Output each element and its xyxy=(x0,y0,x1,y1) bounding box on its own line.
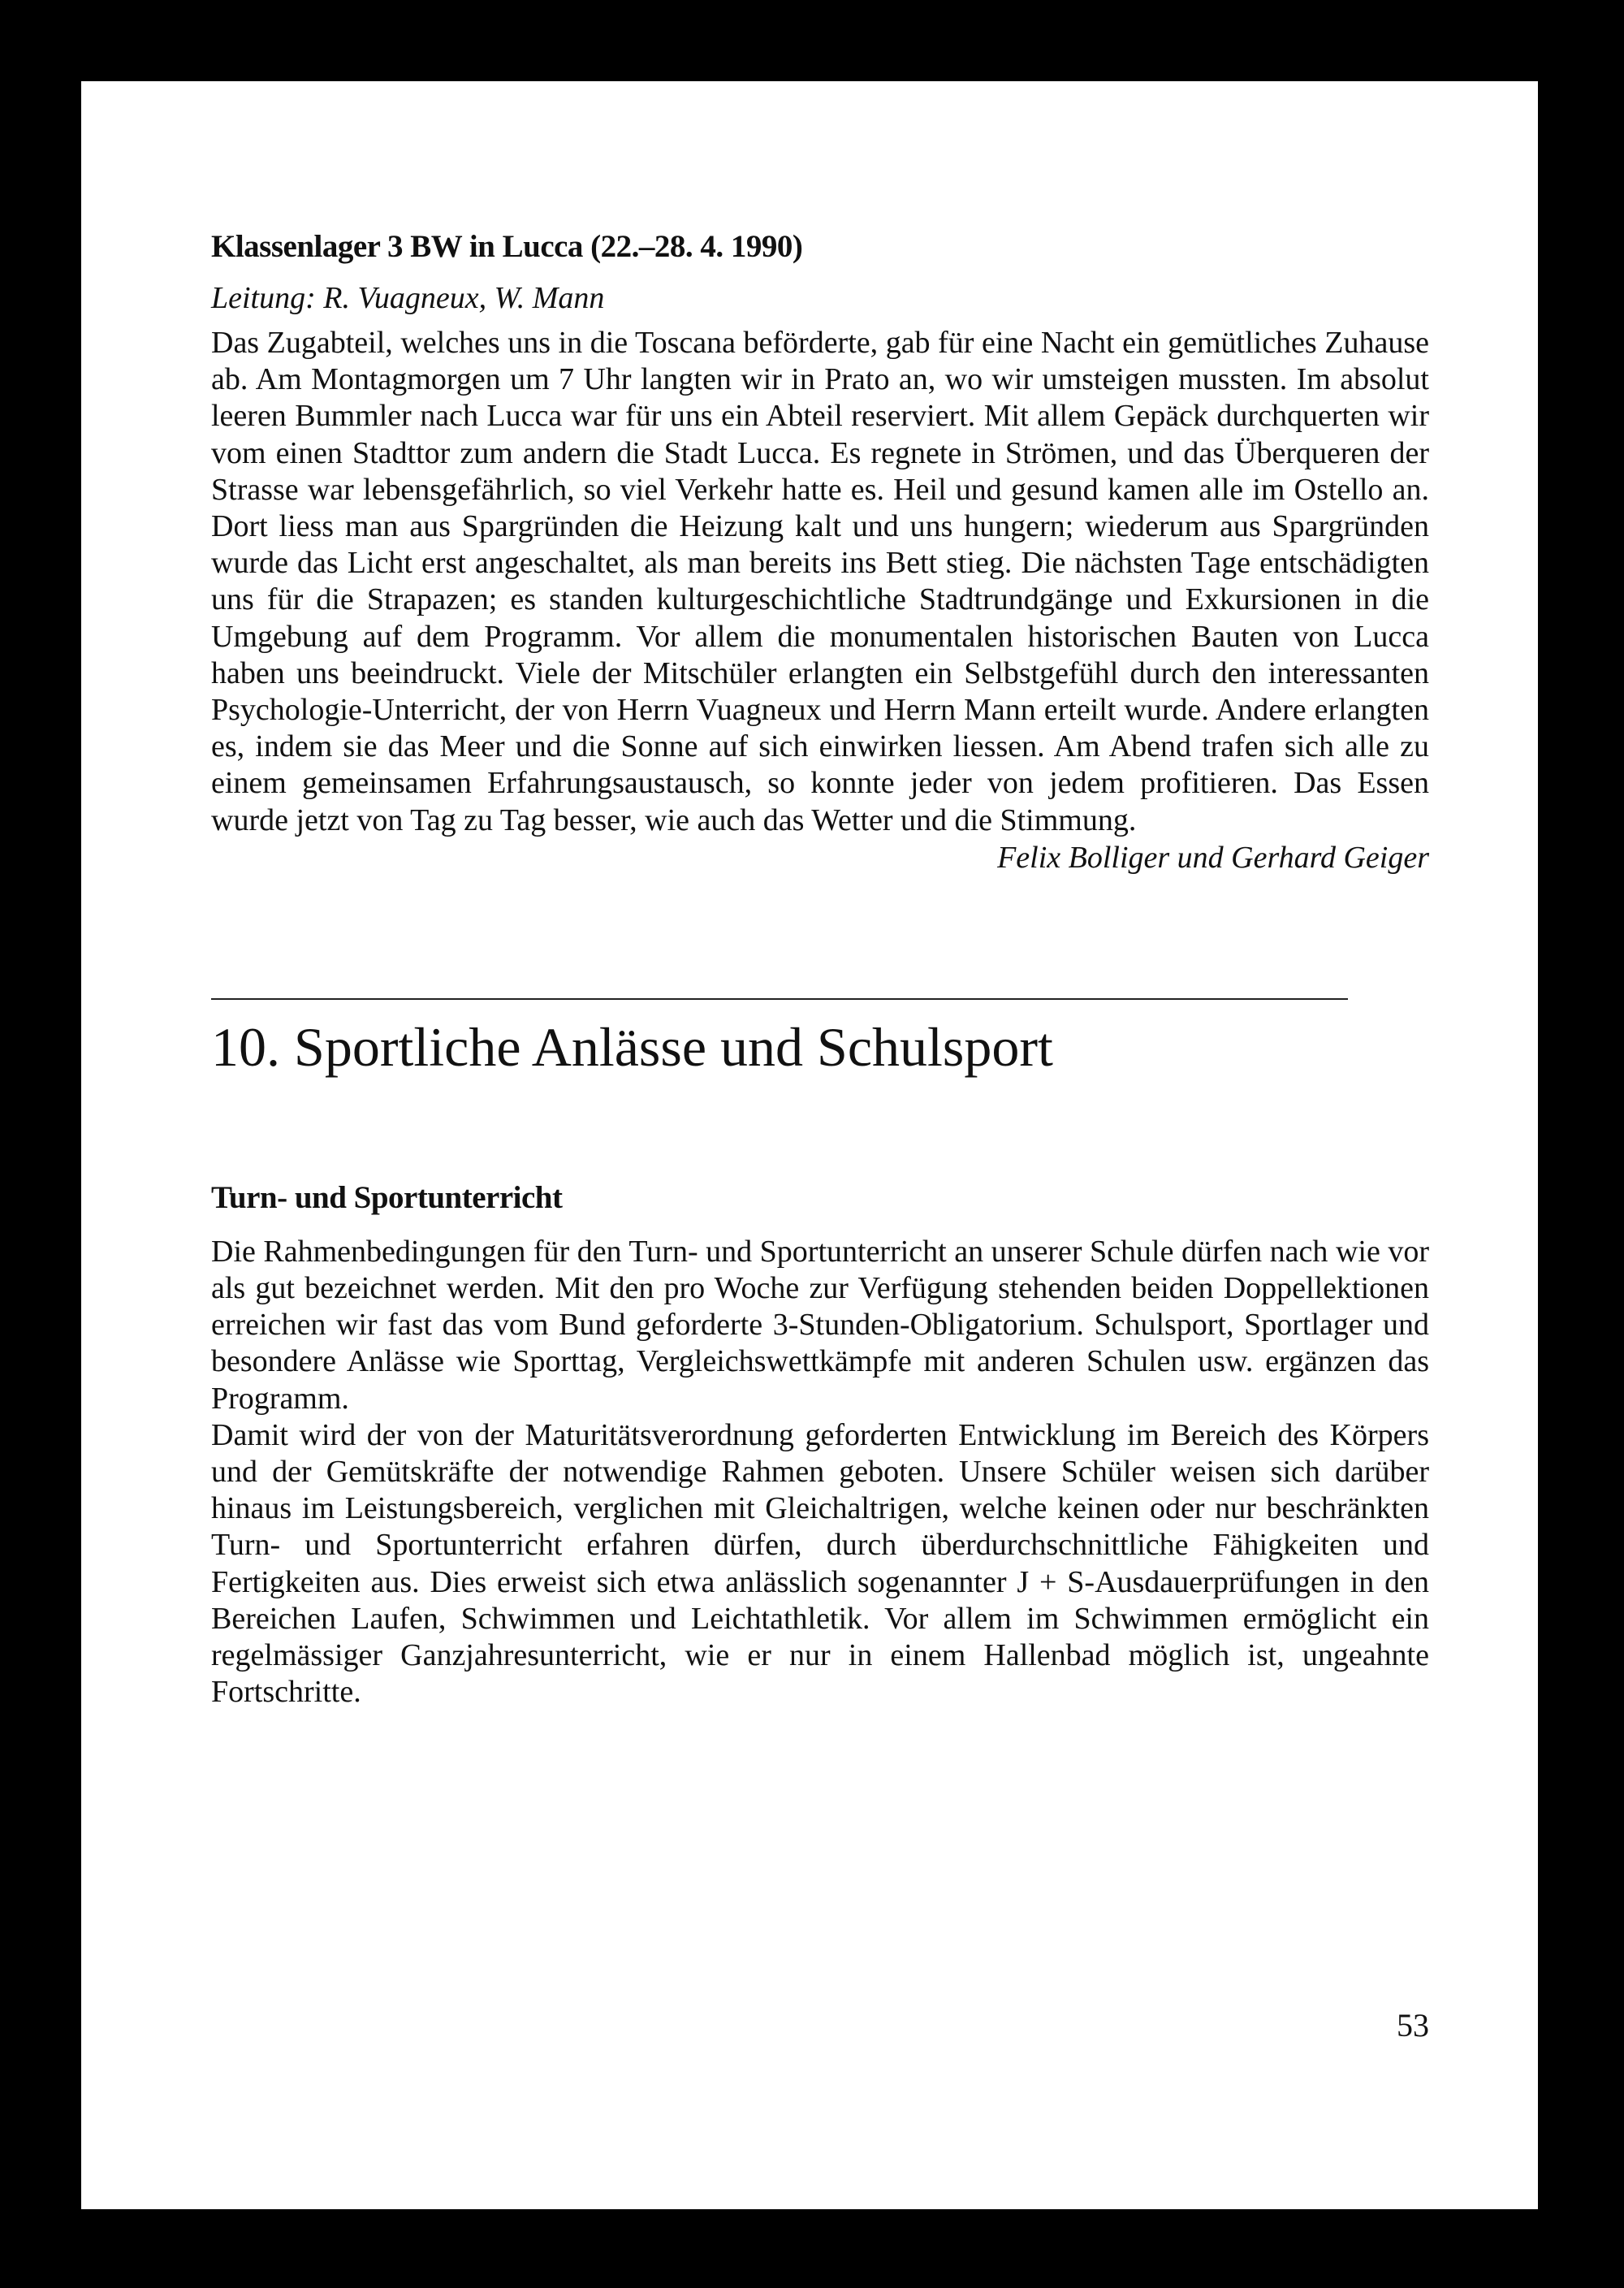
chapter-divider xyxy=(211,998,1348,1000)
paragraph-maturitaetsverordnung: Damit wird der von der Maturitätsverordnung geforderten Entwicklung im Bereich des Körpers und der Gemütskräfte der notwendige Rahmen geboten. Unsere Schüler weisen sich darüber hinaus im Leistungsbereich, verglichen mit Gleichaltrigen, welche keinen oder nur beschränkten Turn- und Sportunterricht erfahren dürfen, durch überdurchschnittliche Fähigkeiten und Fertigkeiten aus. Dies erweist sich etwa anlässlich sogenannter J + S-Ausdauerprüfungen in den Bereichen Laufen, Schwimmen und Leichtathletik. Vor allem im Schwimmen ermöglicht ein regelmässiger Ganzjahresunterricht, wie er nur in einem Hallenbad möglich ist, ungeahnte Fortschritte. xyxy=(211,1417,1429,1710)
page-content xyxy=(211,227,1429,1711)
signature: Felix Bolliger und Gerhard Geiger xyxy=(997,840,1429,875)
chapter-title: 10. Sportliche Anlässe und Schulsport xyxy=(211,1015,1053,1078)
paragraph-rahmenbedingungen: Die Rahmenbedingungen für den Turn- und Sportunterricht an unserer Schule dürfen nach wie vor als gut bezeichnet werden. Mit den pro Woche zur Verfügung stehenden beiden Doppellektionen erreichen wir fast das vom Bund geforderte 3-Stunden-Obligatorium. Schulsport, Sportlager und besondere Anlässe wie Sporttag, Vergleichswettkämpfe mit anderen Schulen usw. ergänzen das Programm. xyxy=(211,1234,1429,1416)
byline: Leitung: R. Vuagneux, W. Mann xyxy=(211,281,605,315)
section-heading-turnunterricht: Turn- und Sportunterricht xyxy=(211,1179,563,1215)
page-number: 53 xyxy=(1397,2007,1429,2044)
paragraph-klassenlager: Das Zugabteil, welches uns in die Toscana beförderte, gab für eine Nacht ein gemütliches Zuhause ab. Am Montagmorgen um 7 Uhr langten wir in Prato an, wo wir umsteigen mussten. Im absolut leeren Bummler nach Lucca war für uns ein Abteil reserviert. Mit allem Gepäck durchquerten wir vom einen Stadttor zum andern die Stadt Lucca. Es regnete in Strömen, und das Überqueren der Strasse war lebensgefährlich, so viel Verkehr hatte es. Heil und gesund kamen alle im Ostello an. Dort liess man aus Spargründen die Heizung kalt und uns hungern; wiederum aus Spargründen wurde das Licht erst angeschaltet, als man bereits ins Bett stieg. Die nächsten Tage entschädigten uns für die Strapazen; es standen kulturgeschichtliche Stadtrundgänge und Exkursionen in die Umgebung auf dem Programm. Vor allem die monumentalen historischen Bauten von Lucca haben uns beeindruckt. Viele der Mitschüler erlangten ein Selbstgefühl durch den interessanten Psychologie-Unterricht, der von Herrn Vuagneux und Herrn Mann erteilt wurde. Andere erlangten es, indem sie das Meer und die Sonne auf sich einwirken liessen. Am Abend trafen sich alle zu einem gemeinsamen Erfahrungsaustausch, so konnte jeder von jedem profitieren. Das Essen wurde jetzt von Tag zu Tag besser, wie auch das Wetter und die Stimmung. xyxy=(211,326,1429,837)
document-page xyxy=(81,81,1538,2209)
section-heading-klassenlager: Klassenlager 3 BW in Lucca (22.–28. 4. 1990) xyxy=(211,229,803,264)
